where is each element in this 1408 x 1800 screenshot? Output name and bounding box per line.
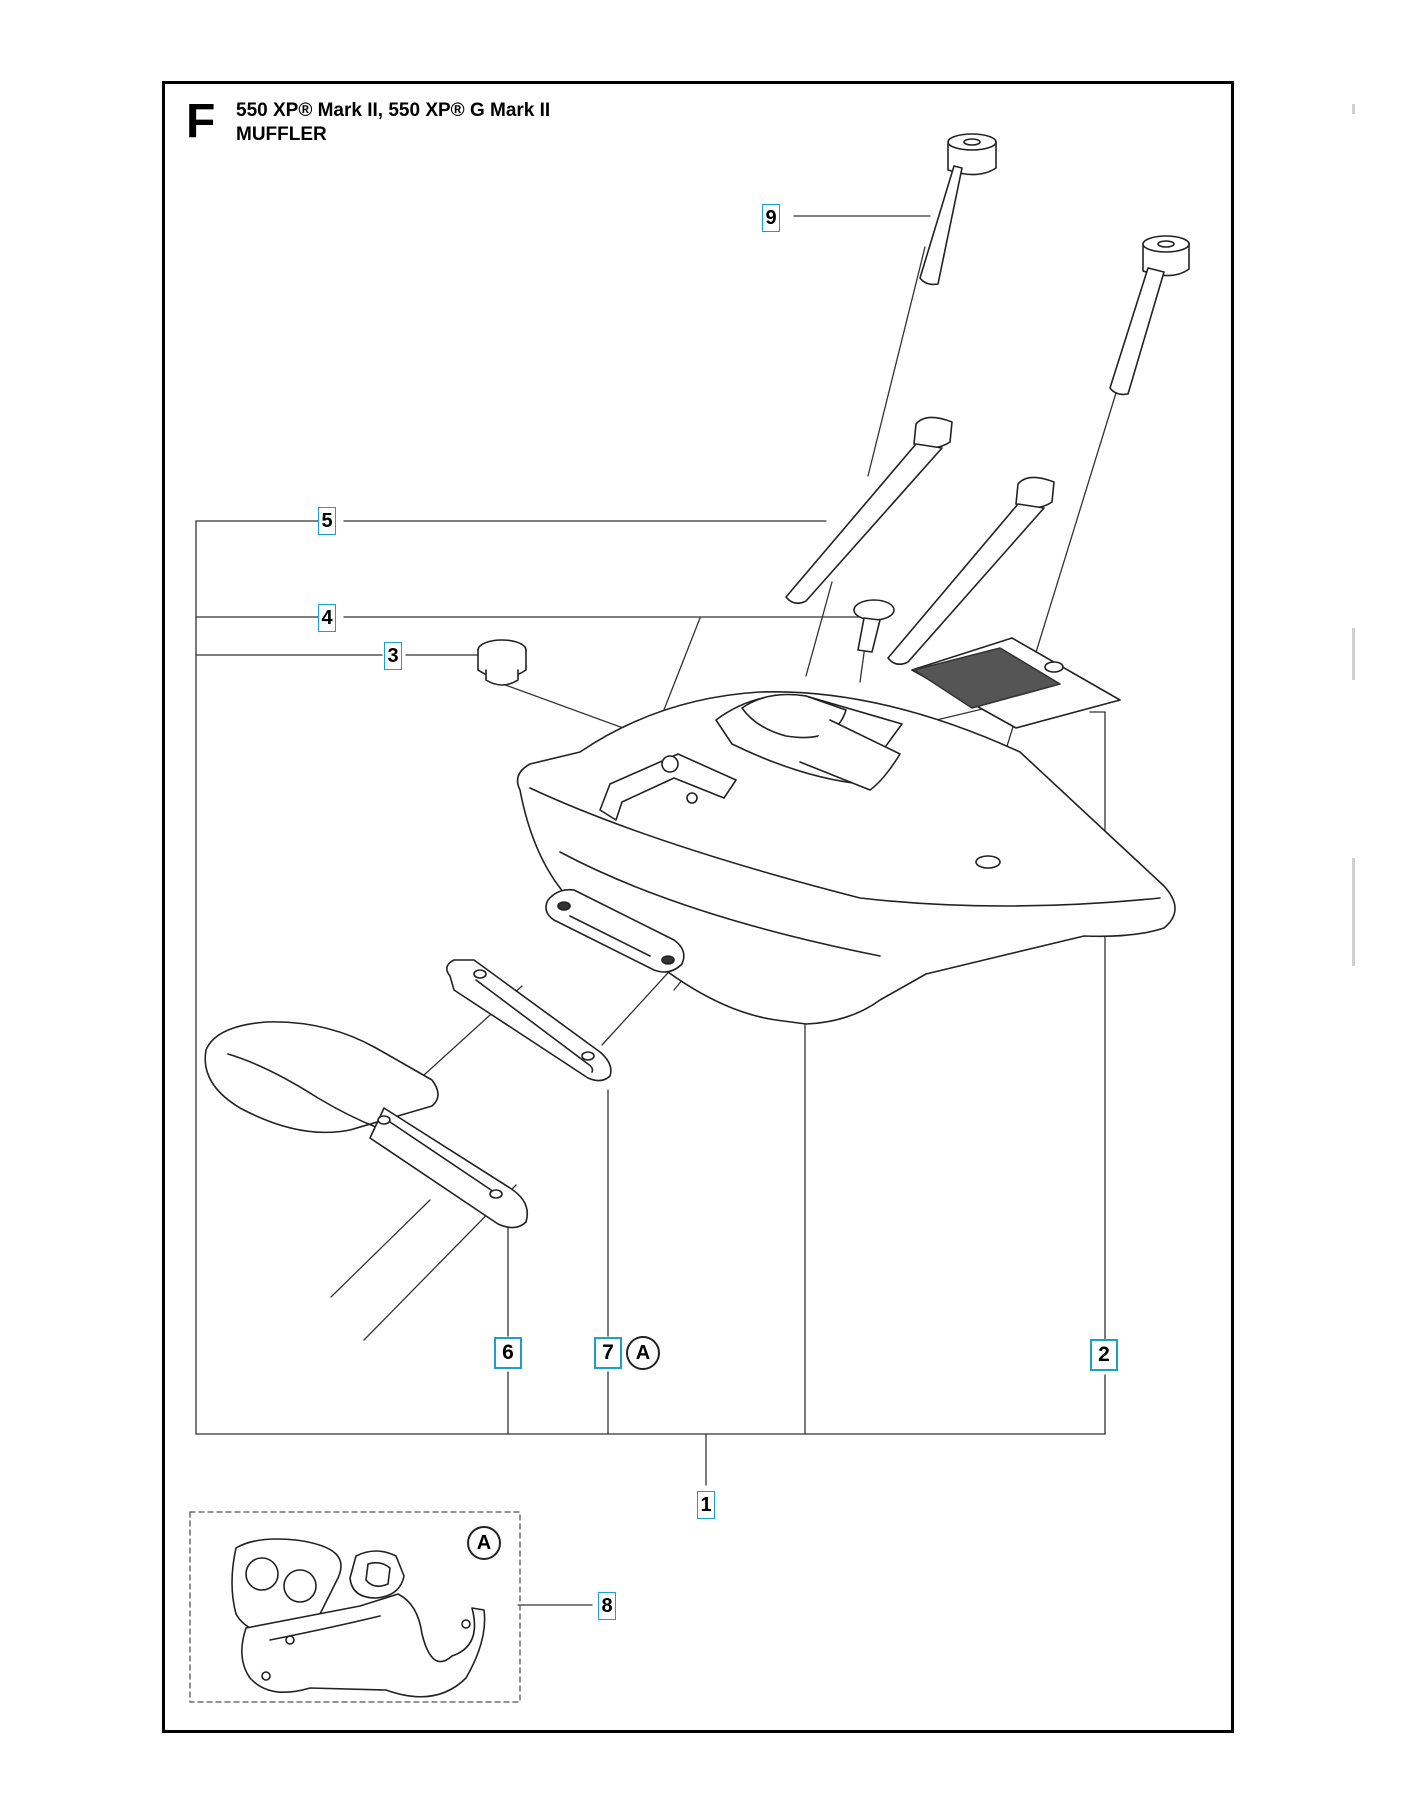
- model-title: 550 XP® Mark II, 550 XP® G Mark II: [236, 100, 551, 121]
- callout-3: 3: [384, 642, 402, 670]
- callout-5: 5: [318, 507, 336, 535]
- assembly-title: MUFFLER: [236, 124, 327, 145]
- part-1-muffler-body: [518, 692, 1175, 1024]
- callout-4: 4: [318, 604, 336, 632]
- kit-reference-a-badge: A: [626, 1336, 660, 1370]
- page-edge-mark: [1352, 104, 1355, 114]
- callout-6: 6: [494, 1337, 522, 1369]
- gasket-kit-reference-a-badge: A: [467, 1526, 501, 1560]
- part-6-deflector: [205, 1022, 527, 1228]
- section-letter: F: [186, 95, 216, 148]
- part-5-bolts: [786, 417, 1054, 664]
- part-4-screw: [854, 600, 894, 652]
- callout-9: 9: [762, 204, 780, 232]
- part-2-screen: [912, 638, 1120, 728]
- part-9-bolts: [920, 134, 1189, 394]
- part-3-plug: [478, 640, 526, 685]
- callout-1: 1: [697, 1491, 715, 1519]
- callout-8: 8: [598, 1592, 616, 1620]
- callout-7: 7: [594, 1337, 622, 1369]
- page-edge-mark: [1352, 858, 1355, 966]
- part-7-gasket: [447, 960, 611, 1081]
- callout-2: 2: [1090, 1339, 1118, 1371]
- page-edge-mark: [1352, 628, 1355, 680]
